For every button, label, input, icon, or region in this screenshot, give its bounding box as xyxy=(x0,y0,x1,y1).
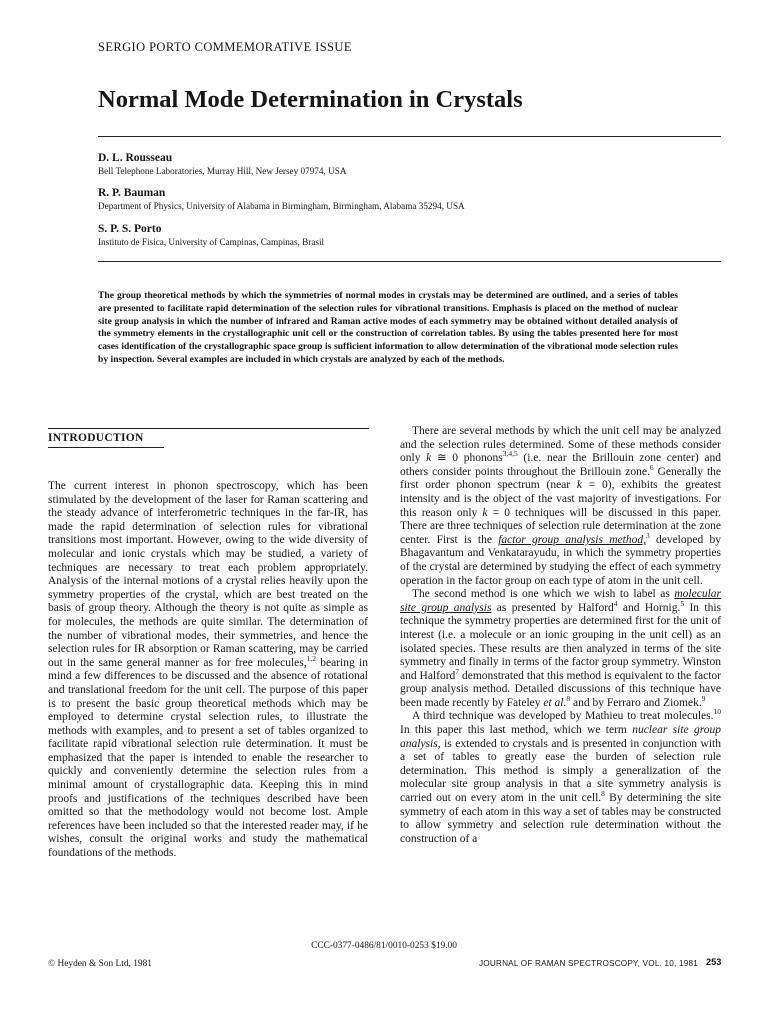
author-name: R. P. Bauman xyxy=(98,187,166,199)
intro-paragraph: The current interest in phonon spectroscopy, which has been stimulated by the development of the laser for Raman scattering and the steady advance of interferometric techniques in the far-IR, has made the rapid determination of selection rules for vibrational transitions most important. However, owing to the wide diversity of molecular and ionic crystals which may be studied, a variety of techniques are necessary to treat each problem appropriately. Analysis of the internal motions of a crystal relies heavily upon the symmetry properties of the crystal, which are best treated on the basis of group theory. Although the theory is not quite as simple as for molecules, the methods are quite similar. The determination of the number of vibrational modes, their symmetries, and hence the selection rules for IR absorption or Raman scattering, may be carried out in the same general manner as for free molecules,$^{1,2}$ bearing in mind a few differences to be discussed and the absence of rotational and translational freedom for the unit cell. The purpose of this paper is to present the basic group theoretical methods which may be employed to determine crystal selection rules, to illustrate the methods with examples, and to present a set of tables organized to facilitate rapid vibrational selection rule determination. It must be emphasized that the paper is intended to enable the researcher to quickly and conveniently determine the selection rules from a minimal amount of crystallographic data. Keeping this in mind proofs and justifications of the techniques described have been omitted so that the methodology would not become lost. Ample references have been included so that the interested reader may, if he wishes, consult the original works and study the mathematical foundations of the methods. xyxy=(48,480,368,860)
page-number: 253 xyxy=(706,957,722,967)
title-rule xyxy=(98,136,721,137)
section-rule-top xyxy=(48,428,369,429)
issue-label: SERGIO PORTO COMMEMORATIVE ISSUE xyxy=(98,40,352,54)
right-column xyxy=(400,425,721,846)
author-block-2 xyxy=(98,186,465,212)
abstract: The group theoretical methods by which the symmetries of normal modes in crystals may be determined are outlined, and a series of tables are presented to facilitate rapid determination of the selection rules for vibrational transitions. Emphasis is placed on the method of nuclear site group analysis in which the number of infrared and Raman active modes of each symmetry may be obtained without detailed analysis of the symmetry elements in the crystallographic unit cell or the construction of correlation tables. By using the tables presented here for most cases identification of the crystallographic space group is sufficient information to allow determination of the vibrational mode selection rules by inspection. Several examples are included in which crystals are analyzed by each of the methods. xyxy=(98,290,678,365)
author-block-3 xyxy=(98,222,324,248)
nuclear-site-paragraph: A third technique was developed by Mathieu to treat molecules.$^{10}$ In this paper this last method, which we term nuclear site group analysis, is extended to crystals and is presented in conjunction with a set of tables to greatly ease the burden of selection rule determination. This method is simply a generalization of the molecular site group analysis in that a site symmetry analysis is carried out on every atom in the unit cell.$^8$ By determining the site symmetry of each atom in this way a set of tables may be constructed to allow symmetry and selection rule determination without the construction of a xyxy=(400,707,721,845)
journal-name: JOURNAL OF RAMAN SPECTROSCOPY, VOL. 10, 1981 xyxy=(478,959,698,968)
author-name: D. L. Rousseau xyxy=(98,152,173,164)
paper-title: Normal Mode Determination in Crystals xyxy=(98,86,523,113)
section-heading: INTRODUCTION xyxy=(48,432,144,444)
author-name: S. P. S. Porto xyxy=(98,223,162,235)
copyright: © Heyden & Son Ltd, 1981 xyxy=(48,959,152,969)
authors-rule xyxy=(98,261,721,262)
left-column xyxy=(48,480,368,861)
author-affiliation: Instituto de Fisica, University of Campinas, Campinas, Brasil xyxy=(98,237,325,247)
author-block-1 xyxy=(98,151,346,177)
molecular-site-paragraph: The second method is one which we wish to label as molecular site group analysis as presented by Halford$^4$ and Hornig.$^5$ In this technique the symmetry properties are determined first for the unit of interest (i.e. a molecule or an ionic grouping in the unit cell) as an isolated species. These results are then analyzed in terms of the site symmetry and finally in terms of the factor group symmetry. Winston and Halford$^7$ demonstrated that this method is equivalent to the factor group analysis method. Detailed discussions of this technique have been made recently by Fateley et al.$^8$ and by Ferraro and Ziomek.$^9$ xyxy=(400,588,721,709)
author-affiliation: Bell Telephone Laboratories, Murray Hill, New Jersey 07974, USA xyxy=(98,166,347,176)
author-affiliation: Department of Physics, University of Alabama in Birmingham, Birmingham, Alabama 35294, USA xyxy=(98,201,465,211)
section-rule-bottom xyxy=(48,447,164,448)
methods-paragraph: There are several methods by which the unit cell may be analyzed and the selection rules determined. Some of these methods consider only k ≅ 0 phonons$^{3,4,5}$ (i.e. near the Brillouin zone center) and others consider points throughout the Brillouin zone.$^6$ Generally the first order phonon spectrum (near k = 0), exhibits the greatest intensity and is the object of the vast majority of investigations. For this reason only k = 0 techniques will be discussed in this paper. There are three techniques of selection rule determination at the zone center. First is the factor group analysis method,$^3$ developed by Bhagavantum and Venkatarayudu, in which the symmetry properties of the crystal are determined by studying the effect of each symmetry operation in the factor group on each type of atom in the unit cell. xyxy=(400,425,722,587)
article-code: CCC-0377-0486/81/0010-0253 $19.00 xyxy=(311,941,457,951)
